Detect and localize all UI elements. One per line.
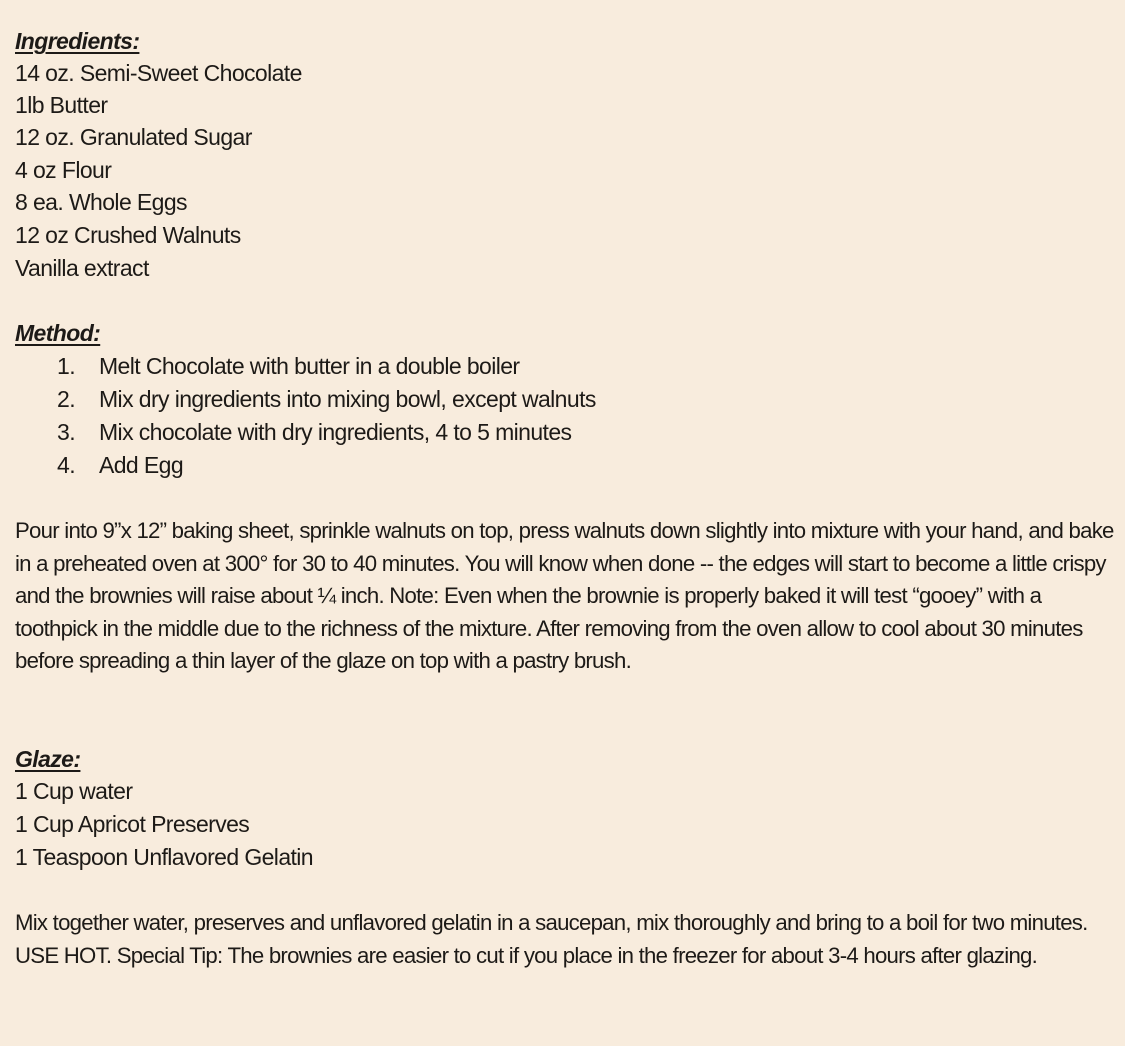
- method-step: [57, 449, 183, 482]
- method-step: [57, 383, 596, 416]
- ingredient-item: 1lb Butter: [15, 92, 108, 118]
- glaze-instructions: Mix together water, preserves and unflavored gelatin in a saucepan, mix thoroughly and bring to a boil for two minutes. USE HOT. Special Tip: The brownies are easier to cut if you place in the freezer for about 3-4 hours after glazing.: [15, 910, 1088, 968]
- glaze-item: 1 Cup Apricot Preserves: [15, 811, 250, 837]
- glaze-heading: Glaze:: [15, 746, 81, 772]
- step-number: 2.: [57, 386, 75, 412]
- method-heading: Method:: [15, 320, 101, 346]
- glaze-item: 1 Cup water: [15, 778, 133, 804]
- method-instructions: Pour into 9”x 12” baking sheet, sprinkle walnuts on top, press walnuts down slightly into mixture with your hand, and bake in a preheated oven at 300° for 30 to 40 minutes. You will know when done -- the edges will start to become a little crispy and the brownies will raise about ¼ inch. Note: Even when the brownie is properly baked it will test “gooey” with a toothpick in the middle due to the richness of the mixture. After removing from the oven allow to cool about 30 minutes before spreading a thin layer of the glaze on top with a pastry brush.: [15, 518, 1114, 673]
- ingredient-item: 4 oz Flour: [15, 157, 112, 183]
- ingredient-item: 8 ea. Whole Eggs: [15, 189, 187, 215]
- step-number: 4.: [57, 452, 75, 478]
- ingredient-item: Vanilla extract: [15, 255, 149, 281]
- ingredient-item: 12 oz. Granulated Sugar: [15, 124, 252, 150]
- glaze-item: 1 Teaspoon Unflavored Gelatin: [15, 844, 313, 870]
- step-number: 1.: [57, 353, 75, 379]
- step-text: Mix dry ingredients into mixing bowl, except walnuts: [99, 386, 596, 412]
- ingredients-heading: Ingredients:: [15, 28, 140, 54]
- step-text: Add Egg: [99, 452, 184, 478]
- ingredient-item: 12 oz Crushed Walnuts: [15, 222, 241, 248]
- step-text: Melt Chocolate with butter in a double boiler: [99, 353, 520, 379]
- step-text: Mix chocolate with dry ingredients, 4 to 5 minutes: [99, 419, 572, 445]
- ingredient-item: 14 oz. Semi-Sweet Chocolate: [15, 60, 302, 86]
- method-step: [57, 350, 519, 383]
- method-step: [57, 416, 571, 449]
- step-number: 3.: [57, 419, 75, 445]
